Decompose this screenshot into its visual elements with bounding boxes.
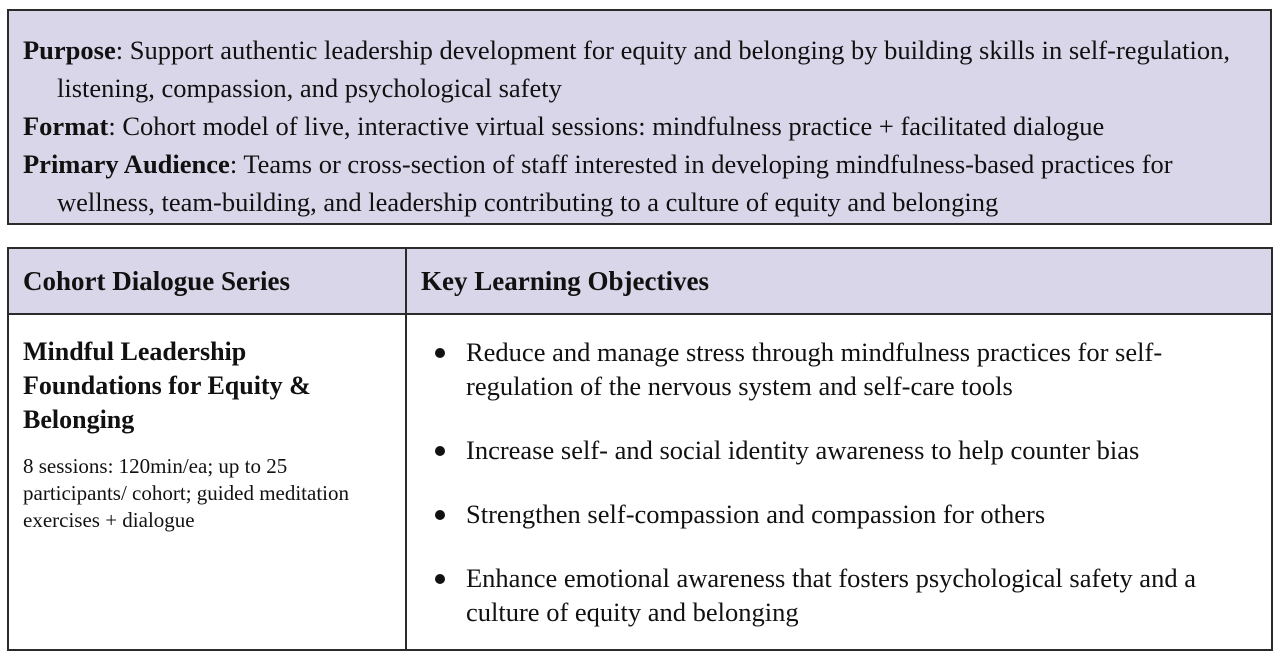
objective-text: Enhance emotional awareness that fosters psychological safety and a culture of equity and belonging bbox=[466, 563, 1196, 627]
objective-text: Strengthen self-compassion and compassion for others bbox=[466, 499, 1046, 529]
table-row bbox=[8, 314, 1272, 650]
bullet-dot-icon bbox=[435, 348, 445, 358]
objectives-table bbox=[7, 247, 1273, 651]
format-label: Format bbox=[23, 111, 109, 141]
bullet-dot-icon bbox=[435, 574, 445, 584]
objective-list bbox=[431, 335, 1257, 629]
audience-text: : Teams or cross-section of staff interested in developing mindfulness-based practices for wellness, team-building, and leadership contributing to a culture of equity and belonging bbox=[57, 149, 1173, 217]
table-header-row bbox=[8, 248, 1272, 314]
format-text: : Cohort model of live, interactive virtual sessions: mindfulness practice + facilitated dialogue bbox=[108, 111, 1105, 141]
audience-label: Primary Audience bbox=[23, 149, 230, 179]
objective-text: Reduce and manage stress through mindfulness practices for self-regulation of the nervous system and self-care tools bbox=[466, 337, 1163, 401]
audience-line bbox=[23, 145, 1256, 221]
list-item bbox=[431, 335, 1257, 403]
series-title: Mindful Leadership Foundations for Equity & Belonging bbox=[23, 337, 311, 434]
series-details: 8 sessions: 120min/ea; up to 25 participants/ cohort; guided meditation exercises + dialogue bbox=[23, 454, 350, 532]
bullet-dot-icon bbox=[435, 510, 445, 520]
header-key-learning-objectives: Key Learning Objectives bbox=[406, 248, 1272, 314]
objective-text: Increase self- and social identity awareness to help counter bias bbox=[466, 435, 1140, 465]
program-summary-box bbox=[7, 9, 1272, 225]
bullet-dot-icon bbox=[435, 446, 445, 456]
series-cell bbox=[8, 314, 406, 650]
list-item bbox=[431, 497, 1257, 531]
purpose-label: Purpose bbox=[23, 35, 116, 65]
header-cohort-dialogue-series: Cohort Dialogue Series bbox=[8, 248, 406, 314]
purpose-text: : Support authentic leadership development for equity and belonging by building skills in self-regulation, listening, compassion, and psychological safety bbox=[57, 35, 1231, 103]
objectives-cell bbox=[406, 314, 1272, 650]
list-item bbox=[431, 561, 1257, 629]
purpose-line bbox=[23, 31, 1256, 107]
format-line bbox=[23, 107, 1256, 145]
list-item bbox=[431, 433, 1257, 467]
